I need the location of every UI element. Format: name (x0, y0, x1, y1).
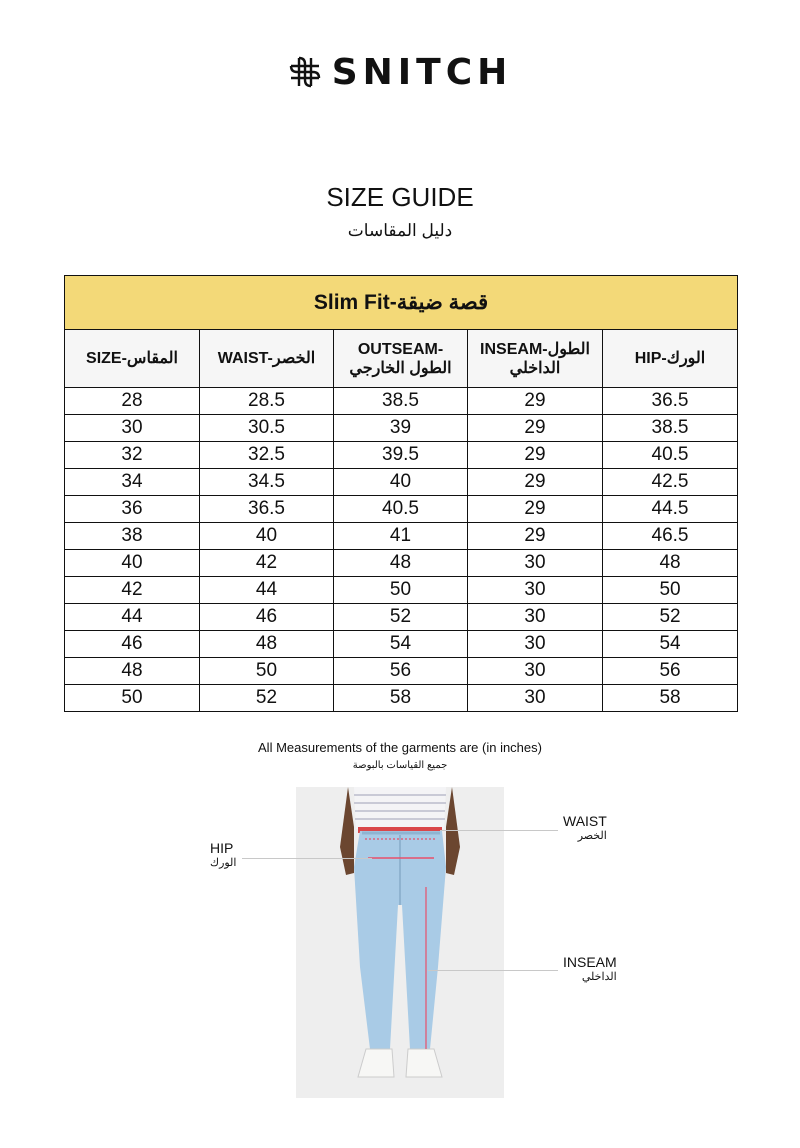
table-cell: 42 (65, 577, 200, 604)
table-cell: 36 (65, 496, 200, 523)
table-cell: 40.5 (603, 442, 738, 469)
column-header-line1: OUTSEAM- (357, 340, 444, 358)
table-cell: 29 (468, 415, 603, 442)
jeans-model-photo (296, 787, 504, 1098)
table-cell: 32 (65, 442, 200, 469)
hip-label: HIP (210, 840, 234, 856)
fit-title: Slim Fit-قصة ضيقة (65, 276, 738, 330)
table-cell: 44 (200, 577, 334, 604)
table-cell: 28.5 (200, 388, 334, 415)
table-row (65, 577, 738, 604)
table-cell: 42 (200, 550, 334, 577)
table-row (65, 415, 738, 442)
page-title-arabic: دليل المقاسات (347, 221, 453, 240)
inseam-callout (563, 954, 617, 983)
table-row (65, 685, 738, 712)
table-cell: 34 (65, 469, 200, 496)
table-cell: 58 (603, 685, 738, 712)
table-cell: 58 (334, 685, 468, 712)
table-cell: 38.5 (334, 388, 468, 415)
table-cell: 29 (468, 388, 603, 415)
measurement-note: All Measurements of the garments are (in inches) (258, 740, 542, 755)
waist-label: WAIST (563, 813, 607, 829)
inseam-leader-line (428, 970, 558, 971)
column-header-line1: SIZE-المقاس (86, 350, 178, 367)
table-cell: 48 (603, 550, 738, 577)
table-cell: 29 (468, 496, 603, 523)
column-header-line1: WAIST-الخصر (217, 350, 316, 367)
column-header (65, 330, 200, 388)
table-row (65, 550, 738, 577)
table-cell: 50 (65, 685, 200, 712)
table-cell: 50 (334, 577, 468, 604)
brand-name: SNITCH (331, 51, 513, 93)
table-cell: 54 (603, 631, 738, 658)
table-cell: 30.5 (200, 415, 334, 442)
snitch-logo-icon (288, 55, 322, 89)
table-cell: 36.5 (200, 496, 334, 523)
table-cell: 56 (334, 658, 468, 685)
table-cell: 29 (468, 469, 603, 496)
column-header (468, 330, 603, 388)
table-cell: 30 (65, 415, 200, 442)
table-cell: 40 (65, 550, 200, 577)
table-cell: 38 (65, 523, 200, 550)
table-cell: 40 (200, 523, 334, 550)
table-cell: 28 (65, 388, 200, 415)
table-cell: 52 (200, 685, 334, 712)
column-header-line1: HIP-الورك (634, 350, 706, 367)
table-cell: 42.5 (603, 469, 738, 496)
table-row (65, 523, 738, 550)
table-cell: 40.5 (334, 496, 468, 523)
table-cell: 30 (468, 658, 603, 685)
table-cell: 41 (334, 523, 468, 550)
table-cell: 39 (334, 415, 468, 442)
table-cell: 52 (334, 604, 468, 631)
hip-label-arabic: الورك (210, 857, 237, 869)
table-row (65, 631, 738, 658)
table-cell: 30 (468, 631, 603, 658)
waist-leader-line (440, 830, 558, 831)
table-cell: 46 (65, 631, 200, 658)
table-cell: 30 (468, 685, 603, 712)
measurement-note-arabic: جميع القياسات بالبوصة (352, 760, 448, 771)
table-cell: 30 (468, 577, 603, 604)
table-cell: 48 (65, 658, 200, 685)
table-cell: 50 (200, 658, 334, 685)
table-row (65, 469, 738, 496)
table-cell: 48 (334, 550, 468, 577)
table-cell: 46.5 (603, 523, 738, 550)
hip-callout (210, 840, 236, 869)
table-cell: 50 (603, 577, 738, 604)
table-row (65, 388, 738, 415)
inseam-label: INSEAM (563, 954, 617, 970)
table-cell: 54 (334, 631, 468, 658)
waist-label-arabic: الخصر (577, 830, 607, 842)
column-header-line1: INSEAM-الطول (480, 340, 590, 358)
table-cell: 52 (603, 604, 738, 631)
column-header (334, 330, 468, 388)
table-cell: 36.5 (603, 388, 738, 415)
table-row (65, 442, 738, 469)
column-header (603, 330, 738, 388)
table-cell: 32.5 (200, 442, 334, 469)
table-cell: 30 (468, 604, 603, 631)
table-cell: 44.5 (603, 496, 738, 523)
table-cell: 29 (468, 523, 603, 550)
table-row (65, 604, 738, 631)
column-header-line2: الداخلي (509, 359, 561, 377)
hip-leader-line (242, 858, 372, 859)
table-row (65, 658, 738, 685)
table-cell: 48 (200, 631, 334, 658)
table-cell: 38.5 (603, 415, 738, 442)
page-title: SIZE GUIDE (326, 182, 474, 212)
jeans-illustration (296, 787, 504, 1098)
waist-callout (563, 813, 607, 842)
table-cell: 29 (468, 442, 603, 469)
column-header-line2: الطول الخارجي (349, 359, 452, 377)
table-row (65, 496, 738, 523)
table-cell: 34.5 (200, 469, 334, 496)
table-cell: 56 (603, 658, 738, 685)
table-cell: 39.5 (334, 442, 468, 469)
table-cell: 46 (200, 604, 334, 631)
brand-logo (0, 48, 800, 96)
inseam-label-arabic: الداخلي (581, 971, 617, 983)
column-header (200, 330, 334, 388)
table-cell: 44 (65, 604, 200, 631)
table-cell: 30 (468, 550, 603, 577)
table-cell: 40 (334, 469, 468, 496)
size-chart-table (64, 275, 738, 712)
